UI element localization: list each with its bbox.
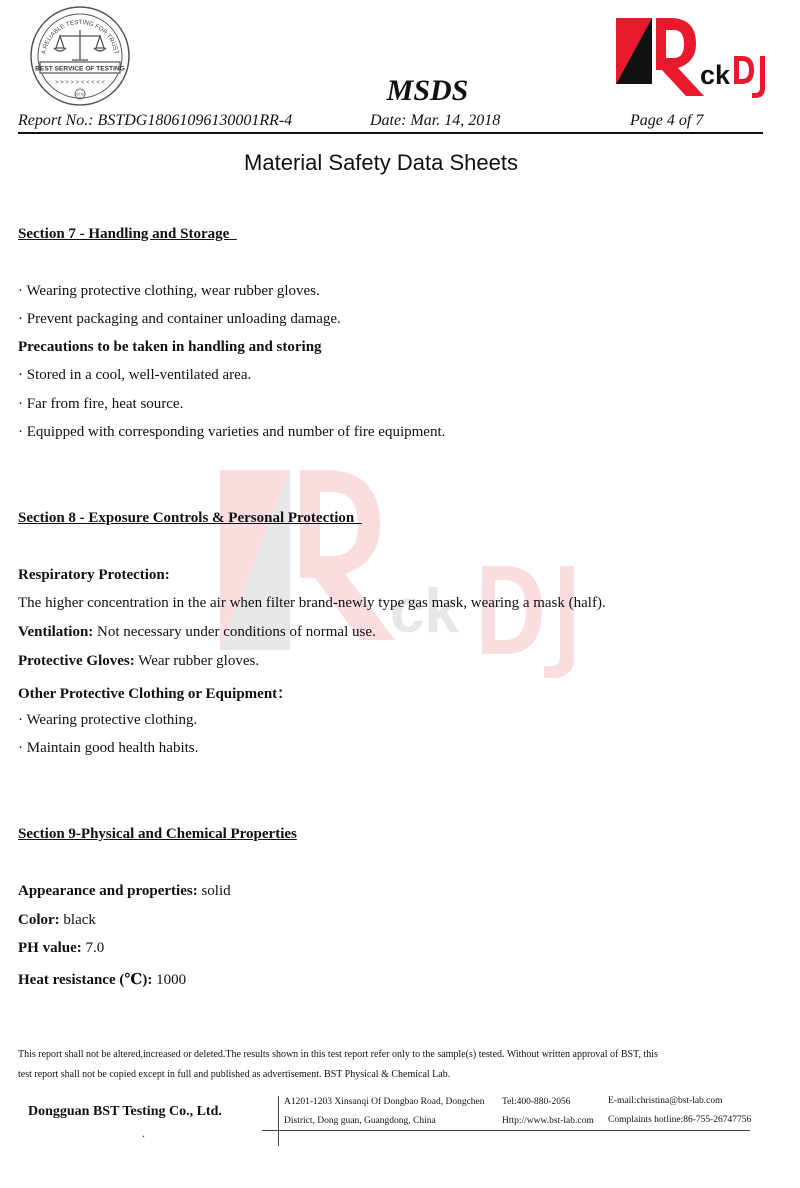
rckdj-watermark	[220, 470, 610, 680]
address-line2: District, Dong guan, Guangdong, China	[284, 1116, 436, 1126]
list-item: · Wearing protective clothing.	[18, 712, 198, 728]
other-protection-label: Other Protective Clothing or Equipment：	[18, 686, 293, 702]
footer-dot: .	[142, 1126, 145, 1140]
footer-note-line2: test report shall not be copied except in full and published as advertisement. BST Physical & Chemical Lab.	[18, 1069, 451, 1080]
footer-divider-horizontal	[262, 1130, 750, 1131]
stamp-ring-text: A RELIABLE TESTING FOR TRUST	[40, 18, 120, 55]
list-item: · Far from fire, heat source.	[18, 396, 184, 412]
complaints-hotline: Complaints hotline:86-755-26747756	[608, 1115, 752, 1125]
website: Http://www.bst-lab.com	[502, 1116, 594, 1126]
heat-resistance-line: Heat resistance (℃): 1000	[18, 972, 187, 988]
respiratory-text: The higher concentration in the air when filter brand-newly type gas mask, wearing a mask (half).	[18, 595, 606, 611]
ventilation-line: Ventilation: Not necessary under conditions of normal use.	[18, 624, 376, 640]
msds-title: MSDS	[386, 74, 469, 107]
list-item: · Equipped with corresponding varieties and number of fire equipment.	[18, 424, 446, 440]
list-item: · Wearing protective clothing, wear rubber gloves.	[18, 283, 320, 299]
respiratory-label: Respiratory Protection:	[18, 567, 170, 583]
address-line1: A1201-1203 Xinsanqi Of Dongbao Road, Dongchen	[284, 1097, 485, 1107]
appearance-line: Appearance and properties: solid	[18, 883, 231, 899]
page-number: Page 4 of 7	[630, 112, 704, 129]
svg-text:ck: ck	[390, 577, 459, 646]
ph-line: PH value: 7.0	[18, 940, 105, 956]
company-name: Dongguan BST Testing Co., Ltd.	[28, 1104, 222, 1119]
list-item: · Stored in a cool, well-ventilated area.	[18, 367, 252, 383]
footer-note-line1: This report shall not be altered,increased or deleted.The results shown in this test report refer only to the sample(s) tested. Without written approval of BST, this	[18, 1049, 658, 1060]
scales-icon	[54, 30, 106, 60]
report-date: Date: Mar. 14, 2018	[370, 112, 501, 129]
color-line: Color: black	[18, 912, 96, 928]
section7-heading: Section 7 - Handling and Storage	[18, 226, 230, 242]
report-number: Report No.: BSTDG18061096130001RR-4	[18, 112, 293, 129]
list-item: · Prevent packaging and container unloading damage.	[18, 311, 341, 327]
document-title: Material Safety Data Sheets	[244, 150, 518, 175]
svg-text:ck: ck	[700, 60, 731, 90]
section7-subheading: Precautions to be taken in handling and storing	[18, 339, 322, 355]
stamp-banner: BEST SERVICE OF TESTING	[35, 65, 125, 73]
list-item: · Maintain good health habits.	[18, 740, 199, 756]
email: E-mail:christina@bst-lab.com	[608, 1096, 723, 1106]
stamp-bottom-marks: > > > > > < < < < <	[54, 80, 106, 86]
stamp-inner-text: BSTDG	[74, 92, 86, 97]
telephone: Tel:400-880-2056	[502, 1097, 571, 1107]
section8-heading: Section 8 - Exposure Controls & Personal Protection	[18, 510, 355, 526]
section9-heading: Section 9-Physical and Chemical Properties	[18, 826, 297, 842]
report-info-line	[18, 112, 763, 134]
footer-divider-vertical	[278, 1096, 279, 1146]
gloves-line: Protective Gloves: Wear rubber gloves.	[18, 653, 260, 669]
